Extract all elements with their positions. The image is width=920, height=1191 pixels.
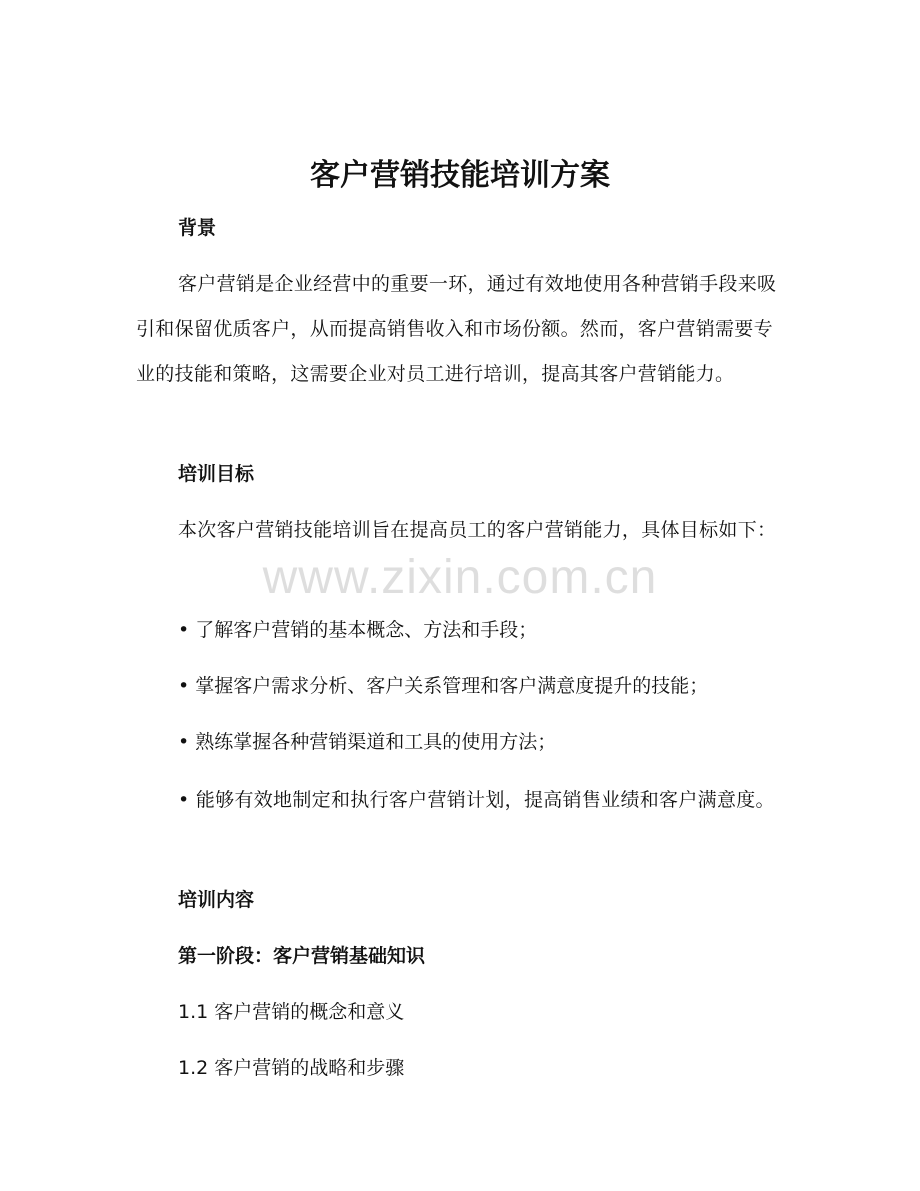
phase-heading: 第一阶段：客户营销基础知识 xyxy=(178,945,426,967)
goal-list-item: • 掌握客户需求分析、客户关系管理和客户满意度提升的技能； xyxy=(178,675,709,697)
goals-intro-paragraph: 本次客户营销技能培训旨在提高员工的客户营销能力，具体目标如下： xyxy=(178,519,777,541)
watermark-text: www.zixin.com.cn xyxy=(262,551,658,604)
section-heading-content: 培训内容 xyxy=(178,889,255,911)
section-heading-background: 背景 xyxy=(178,217,217,239)
section-heading-goals: 培训目标 xyxy=(178,463,255,485)
background-paragraph: 客户营销是企业经营中的重要一环，通过有效地使用各种营销手段来吸引和保留优质客户，从而提高销售收入和市场份额。然而，客户营销需要专业的技能和策略，这需要企业对员工进行培训，提高其客户营销能力。 xyxy=(136,273,777,385)
goal-list-item: • 能够有效地制定和执行客户营销计划，提高销售业绩和客户满意度。 xyxy=(178,789,775,811)
goal-list-item: • 了解客户营销的基本概念、方法和手段； xyxy=(178,619,538,641)
phase-list-item: 1.2 客户营销的战略和步骤 xyxy=(178,1057,405,1079)
goal-list-item: • 熟练掌握各种营销渠道和工具的使用方法； xyxy=(178,731,557,753)
phase-list-item: 1.1 客户营销的概念和意义 xyxy=(178,1001,405,1023)
document-title: 客户营销技能培训方案 xyxy=(310,158,610,193)
